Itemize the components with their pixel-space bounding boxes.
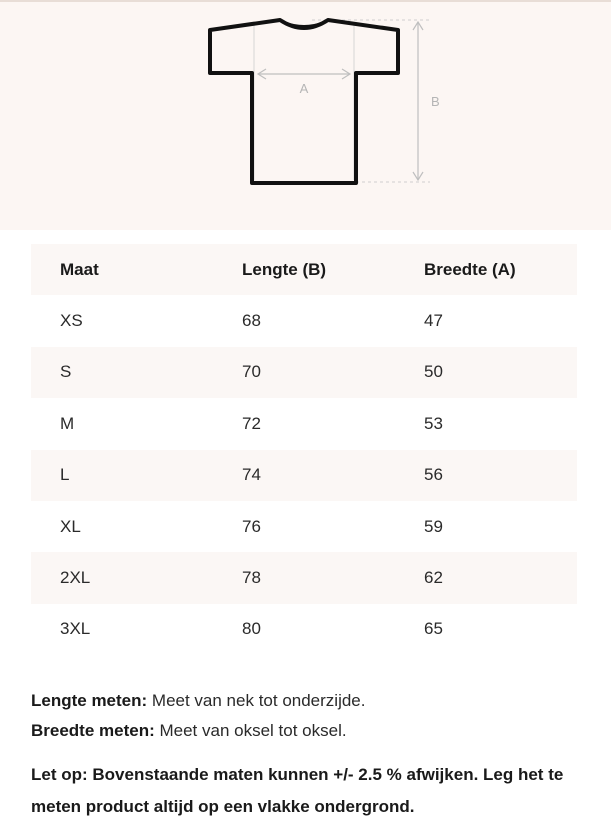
cell-length: 72 [242, 413, 261, 433]
cell-size: M [60, 413, 75, 433]
cell-size: XS [60, 311, 83, 331]
tshirt-outline-icon [0, 0, 611, 230]
cell-length: 78 [242, 568, 261, 588]
cell-length: 70 [242, 362, 261, 382]
length-note [31, 686, 591, 716]
cell-length: 68 [242, 311, 261, 331]
width-note-text: Meet van oksel tot oksel. [154, 721, 347, 740]
length-note-label: Lengte meten: [31, 691, 148, 710]
table-header-row [31, 244, 577, 295]
size-table [31, 244, 577, 655]
cell-width: 59 [424, 516, 443, 536]
table-row [31, 295, 577, 346]
cell-width: 50 [424, 362, 443, 382]
width-note [31, 716, 591, 746]
table-row [31, 450, 577, 501]
cell-size: XL [60, 516, 81, 536]
tshirt-body [210, 20, 398, 183]
cell-size: 2XL [60, 568, 91, 588]
header-breedte: Breedte (A) [424, 259, 516, 279]
cell-size: S [60, 362, 72, 382]
table-row [31, 347, 577, 398]
length-note-text: Meet van nek tot onderzijde. [147, 691, 366, 710]
label-b: B [431, 94, 440, 109]
width-note-label: Breedte meten: [31, 721, 155, 740]
header-lengte: Lengte (B) [242, 259, 327, 279]
cell-length: 74 [242, 465, 261, 485]
cell-width: 62 [424, 568, 443, 588]
label-a: A [299, 81, 309, 96]
cell-size: L [60, 465, 70, 485]
header-maat: Maat [60, 259, 99, 279]
cell-length: 76 [242, 516, 261, 536]
measurement-notes [31, 686, 591, 746]
table-row [31, 398, 577, 449]
cell-width: 47 [424, 311, 443, 331]
table-row [31, 501, 577, 552]
cell-width: 53 [424, 413, 443, 433]
cell-length: 80 [242, 619, 261, 639]
cell-width: 56 [424, 465, 443, 485]
cell-size: 3XL [60, 619, 91, 639]
size-diagram [0, 0, 611, 230]
table-row [31, 552, 577, 603]
deviation-warning: Let op: Bovenstaande maten kunnen +/- 2.5 % afwijken. Leg het te meten product altijd op een vlakke ondergrond. [31, 765, 564, 816]
table-row [31, 604, 577, 655]
cell-width: 65 [424, 619, 443, 639]
